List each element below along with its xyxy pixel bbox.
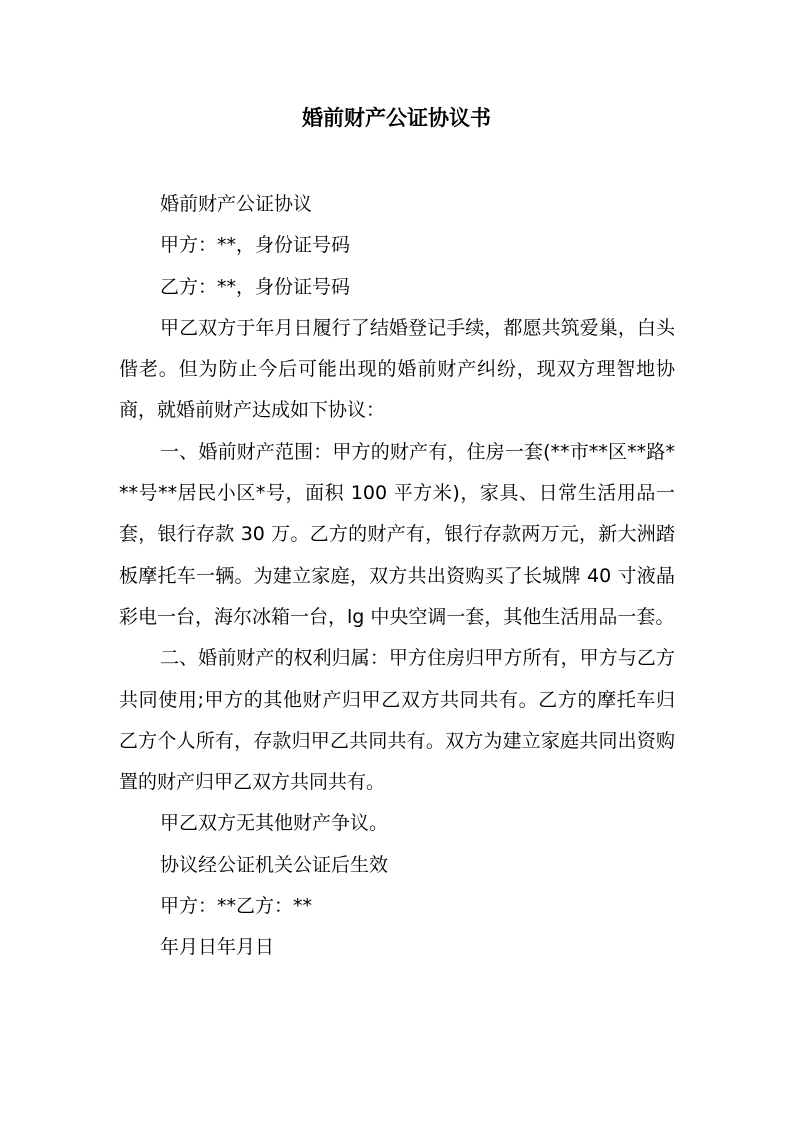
- paragraph-party-b: 乙方：**，身份证号码: [160, 275, 351, 298]
- paragraph-dates: 年月日年月日: [160, 936, 275, 959]
- paragraph-property-ownership: 二、婚前财产的权利归属：甲方住房归甲方所有，甲方与乙方共同使用;甲方的其他财产归甲乙双方共同共有。乙方的摩托车归乙方个人所有，存款归甲乙共同共有。双方为建立家庭共同出资购置的财产归甲乙双方共同共有。: [119, 647, 675, 794]
- document-title: 婚前财产公证协议书: [302, 106, 491, 130]
- paragraph-preamble: 甲乙双方于年月日履行了结婚登记手续，都愿共筑爱巢，白头偕老。但为防止今后可能出现的婚前财产纠纷，现双方理智地协商，就婚前财产达成如下协议：: [119, 316, 675, 422]
- paragraph-signatures: 甲方：**乙方：**: [160, 895, 313, 918]
- paragraph-property-scope: 一、婚前财产范围：甲方的财产有，住房一套(**市**区**路***号**居民小区*号，面积 100 平方米)，家具、日常生活用品一套，银行存款 30 万。乙方的财产有，银行存款两万元，新大洲踏板摩托车一辆。为建立家庭，双方共出资购买了长城牌 40 寸液晶彩电一台，海尔冰箱一台，lg 中央空调一套，其他生活用品一套。: [119, 440, 675, 628]
- document-body: [119, 184, 675, 969]
- paragraph-agreement-name: 婚前财产公证协议: [160, 193, 313, 215]
- paragraph-no-dispute: 甲乙双方无其他财产争议。: [160, 812, 389, 835]
- paragraph-effective: 协议经公证机关公证后生效: [160, 853, 389, 876]
- paragraph-party-a: 甲方：**，身份证号码: [160, 234, 351, 257]
